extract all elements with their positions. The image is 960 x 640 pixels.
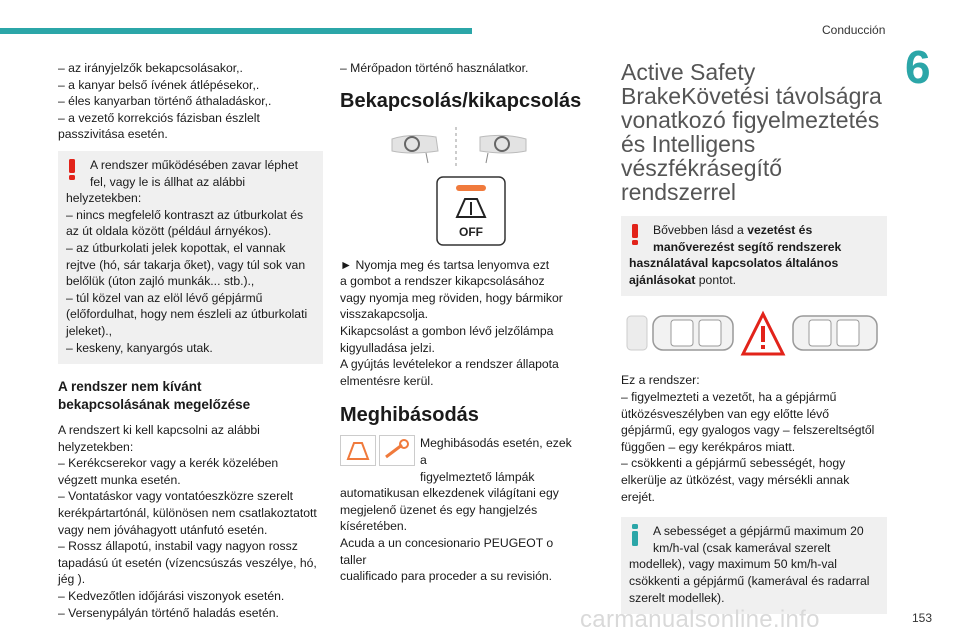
fault-lamps <box>340 435 416 467</box>
list-item: – a vezető korrekciós fázisban észlelt <box>58 110 260 125</box>
column-3 <box>621 60 887 614</box>
warning-text: – keskeny, kanyargós utak. <box>66 340 213 355</box>
body-line: kigyulladása jelzi. <box>340 340 435 355</box>
note-bold: ajánlásokat <box>629 272 696 287</box>
header-bar <box>0 28 472 34</box>
list-item: – a kanyar belső ívének átlépésekor,. <box>58 77 260 92</box>
lane-assist-off-button[interactable] <box>340 175 572 249</box>
warning-text: (előfordulhat, hogy nem észleli az útburkolati <box>66 307 308 322</box>
car-illustration <box>627 316 733 350</box>
steering-wheels-illustration <box>340 123 572 171</box>
body-line: erejét. <box>621 489 655 504</box>
body-line: tapadású út esetén (vízencsúszás veszélye, hó, <box>58 555 317 570</box>
subheading-line: A rendszer nem kívánt <box>58 379 202 395</box>
body-line: A rendszert ki kell kapcsolni az alábbi <box>58 423 260 438</box>
warning-text: az út oldala között (például árnyékos). <box>66 224 272 239</box>
body-line: Kikapcsolást a gombon lévő jelzőlámpa <box>340 323 554 338</box>
subheading <box>58 378 323 414</box>
body-line: ► Nyomja meg és tartsa lenyomva ezt <box>340 257 550 272</box>
body-line: jég ). <box>58 572 86 587</box>
body-line: kerékpártartónál, különösen nem csatlakoztatott <box>58 506 317 521</box>
list-item: – éles kanyarban történő áthaladáskor,. <box>58 94 272 109</box>
note-text: Bővebben lásd a <box>653 223 748 237</box>
body-line: – Vontatáskor vagy vontatóeszközre szerelt <box>58 489 294 504</box>
body-line: kíséretében. <box>340 519 408 534</box>
body-line: – Versenypályán történő haladás esetén. <box>58 605 279 620</box>
info-text: A sebességet a gépjármű maximum 20 <box>653 524 864 539</box>
warning-text: helyzetekben: <box>66 191 142 206</box>
warning-icon <box>65 157 79 181</box>
watermark: carmanualsonline.info <box>580 606 820 633</box>
warning-text: belőlük (úton zajló munkák... stb.)., <box>66 274 255 289</box>
note-line <box>629 222 879 239</box>
chapter-number: 6 <box>905 41 931 93</box>
body-line: a gombot a rendszer kikapcsolásához <box>340 274 545 289</box>
body-line: megjelenő üzenet és egy hangjelzés <box>340 502 538 517</box>
body-line: elkerülje az ütközést, vagy mérsékli annak <box>621 472 850 487</box>
list-item: – Mérőpadon történő használatkor. <box>340 61 529 75</box>
body-line: gépjármű, egy gyalogos vagy – felszereltségtől <box>621 423 875 438</box>
body-line: – Kerékcserekor vagy a kerék közelében <box>58 456 279 471</box>
body-line: Acuda a un concesionario PEUGEOT o taller <box>340 535 554 567</box>
warning-text: – túl közel van az elöl lévő gépjármű <box>66 290 263 305</box>
note-line <box>629 239 879 256</box>
body-line: figyelmeztető lámpák <box>420 469 535 484</box>
car-illustration <box>793 316 877 350</box>
warning-note <box>58 151 323 364</box>
title-line: BrakeKövetési távolságra <box>621 83 882 109</box>
info-note <box>621 517 887 614</box>
warning-text: rejtve (hó, sár takarja őket), vagy túl sok van <box>66 257 306 272</box>
fault-section <box>340 435 572 584</box>
body-line: függően – egy kerékpáros miatt. <box>621 439 796 454</box>
note-bold: manőverezést segítő rendszerek <box>653 239 842 254</box>
body-line: elmentésre kerül. <box>340 373 434 388</box>
info-text: csökkenti a gépjármű (kamerával és radarral <box>629 573 870 588</box>
note-line <box>629 255 879 272</box>
title-line: rendszerrel <box>621 179 737 205</box>
body-line: visszakapcsolja. <box>340 307 429 322</box>
button-label: OFF <box>459 224 483 239</box>
warning-note <box>621 216 887 296</box>
column-2 <box>340 60 582 585</box>
body-line: – Rossz állapotú, instabil vagy nagyon rossz <box>58 539 298 554</box>
info-text: km/h-val (csak kamerával szerelt <box>653 540 831 555</box>
section-heading: Meghibásodás <box>340 404 479 427</box>
list-top <box>58 60 323 143</box>
warning-text: – az útburkolati jelek kopottak, el vannak <box>66 240 286 255</box>
note-line <box>629 272 879 289</box>
warning-text: A rendszer működésében zavar léphet <box>90 157 298 172</box>
body-line: ütközésveszélyben van egy előtte lévő <box>621 406 829 421</box>
body-line: A gyújtás levételekor a rendszer állapota <box>340 357 559 372</box>
subheading-line: bekapcsolásának megelőzése <box>58 397 251 413</box>
body-text <box>58 422 323 621</box>
body-line: helyzetekben: <box>58 439 134 454</box>
body-line: – csökkenti a gépjármű sebességét, hogy <box>621 456 846 471</box>
body-text <box>621 372 887 505</box>
section-title <box>621 60 887 204</box>
title-line: vészfékrásegítő <box>621 155 783 181</box>
title-line: és Intelligens <box>621 131 756 157</box>
info-text: szerelt modellek). <box>629 590 725 605</box>
body-line: végzett munka esetén. <box>58 472 181 487</box>
warning-text: – nincs megfelelő kontraszt az útburkolat és <box>66 207 304 222</box>
column-1 <box>58 60 323 621</box>
info-icon <box>628 523 642 547</box>
collision-warning-icon <box>743 314 783 354</box>
info-text: modellek), vagy maximum 50 km/h-val <box>629 557 837 572</box>
warning-text: jeleket)., <box>66 323 113 338</box>
body-line: cualificado para proceder a su revisión. <box>340 569 553 584</box>
note-text: pontot. <box>695 272 737 287</box>
indicator-lamp <box>456 185 486 191</box>
warning-text: fel, vagy le is állhat az alábbi <box>90 174 246 189</box>
body-line: vagy nyomja meg röviden, hogy bármikor <box>340 290 563 305</box>
note-bold: használatával kapcsolatos általános <box>629 256 839 271</box>
body-line: automatikusan elkezdenek világítani egy <box>340 486 559 501</box>
section-heading: Bekapcsolás/kikapcsolás <box>340 89 582 112</box>
page-number: 153 <box>912 611 933 625</box>
warning-icon <box>628 222 642 246</box>
body-line: – figyelmezteti a vezetőt, ha a gépjármű <box>621 389 837 404</box>
list-item: passzivitása esetén. <box>58 127 168 142</box>
body-line: Ez a rendszer: <box>621 373 700 388</box>
body-text <box>340 257 572 390</box>
title-line: Active Safety <box>621 59 756 85</box>
note-bold: vezetést és <box>747 223 813 237</box>
body-line: vagy nem jóváhagyott utánfutó esetén. <box>58 522 268 537</box>
body-line: – Kedvezőtlen időjárási viszonyok esetén. <box>58 589 285 604</box>
collision-illustration <box>621 308 887 362</box>
body-line: Meghibásodás esetén, ezek a <box>420 436 572 467</box>
list-item: – az irányjelzők bekapcsolásakor,. <box>58 61 243 75</box>
section-title: Conducción <box>822 23 886 37</box>
title-line: vonatkozó figyelmeztetés <box>621 107 880 133</box>
